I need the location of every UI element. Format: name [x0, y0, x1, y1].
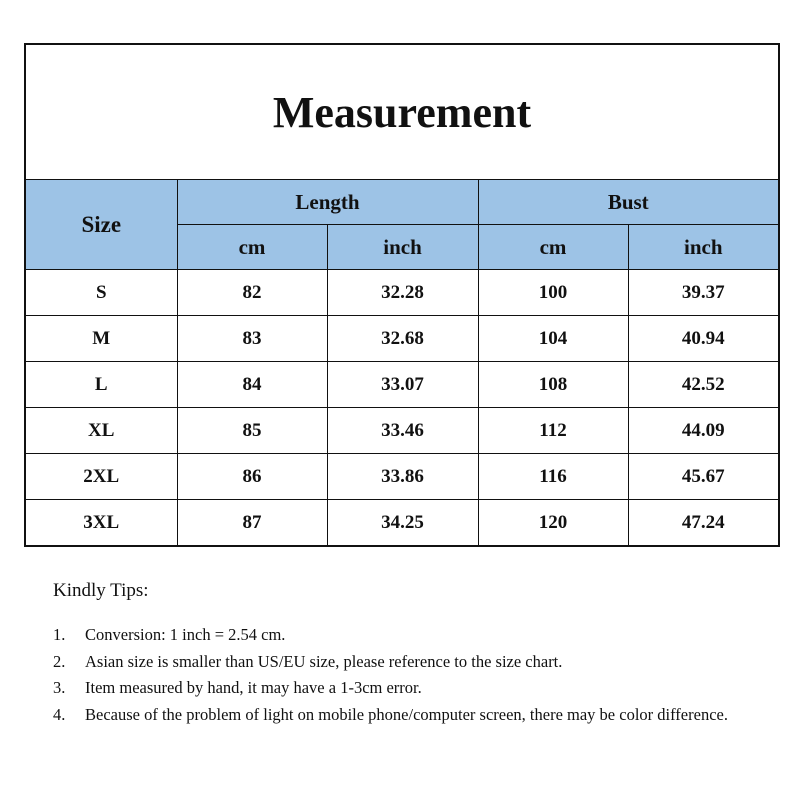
- bust-group-header: Bust: [478, 180, 779, 225]
- tip-item: [53, 649, 788, 676]
- length-cm-cell: 83: [177, 316, 327, 362]
- bust-inch-cell: 39.37: [628, 270, 779, 316]
- length-inch-cell: 33.46: [327, 408, 478, 454]
- bust-inch-cell: 44.09: [628, 408, 779, 454]
- length-inch-header: inch: [327, 225, 478, 270]
- table-row: [25, 408, 779, 454]
- length-inch-cell: 32.68: [327, 316, 478, 362]
- bust-cm-cell: 108: [478, 362, 628, 408]
- tip-number: 4.: [53, 704, 66, 724]
- table-row: [25, 454, 779, 500]
- table-row: [25, 316, 779, 362]
- bust-inch-cell: 45.67: [628, 454, 779, 500]
- tip-text: Because of the problem of light on mobile phone/computer screen, there may be color difference.: [85, 704, 728, 724]
- length-group-header: Length: [177, 180, 478, 225]
- length-cm-cell: 87: [177, 500, 327, 547]
- tip-number: 3.: [53, 678, 66, 697]
- tip-item: [53, 702, 788, 729]
- length-inch-cell: 33.86: [327, 454, 478, 500]
- length-cm-cell: 85: [177, 408, 327, 454]
- bust-cm-cell: 112: [478, 408, 628, 454]
- size-cell: L: [25, 362, 177, 408]
- bust-cm-cell: 104: [478, 316, 628, 362]
- tips-list: [53, 622, 788, 728]
- tips-title: Kindly Tips:: [53, 580, 149, 601]
- size-cell: S: [25, 270, 177, 316]
- length-inch-cell: 33.07: [327, 362, 478, 408]
- measurement-table: [24, 43, 780, 547]
- table-title: Measurement: [25, 44, 779, 180]
- tip-text: Item measured by hand, it may have a 1-3cm error.: [85, 678, 422, 697]
- length-cm-cell: 84: [177, 362, 327, 408]
- size-cell: M: [25, 316, 177, 362]
- table-row: [25, 270, 779, 316]
- tip-item: [53, 622, 788, 649]
- table-row: [25, 362, 779, 408]
- bust-cm-cell: 100: [478, 270, 628, 316]
- table-body: [25, 270, 779, 547]
- bust-inch-cell: 42.52: [628, 362, 779, 408]
- bust-inch-header: inch: [628, 225, 779, 270]
- length-cm-header: cm: [177, 225, 327, 270]
- bust-inch-cell: 40.94: [628, 316, 779, 362]
- length-cm-cell: 82: [177, 270, 327, 316]
- bust-inch-cell: 47.24: [628, 500, 779, 547]
- tip-text: Asian size is smaller than US/EU size, please reference to the size chart.: [85, 651, 563, 671]
- size-cell: 3XL: [25, 500, 177, 547]
- tip-item: [53, 675, 788, 702]
- size-cell: XL: [25, 408, 177, 454]
- tip-text: Conversion: 1 inch = 2.54 cm.: [85, 625, 286, 644]
- tip-number: 2.: [53, 651, 66, 671]
- length-inch-cell: 34.25: [327, 500, 478, 547]
- size-column-header: Size: [25, 180, 177, 270]
- size-cell: 2XL: [25, 454, 177, 500]
- group-header-row: [25, 180, 779, 225]
- tip-number: 1.: [53, 625, 66, 644]
- kindly-tips: [53, 580, 788, 728]
- bust-cm-cell: 120: [478, 500, 628, 547]
- title-row: [25, 44, 779, 180]
- bust-cm-header: cm: [478, 225, 628, 270]
- length-cm-cell: 86: [177, 454, 327, 500]
- table-row: [25, 500, 779, 547]
- bust-cm-cell: 116: [478, 454, 628, 500]
- length-inch-cell: 32.28: [327, 270, 478, 316]
